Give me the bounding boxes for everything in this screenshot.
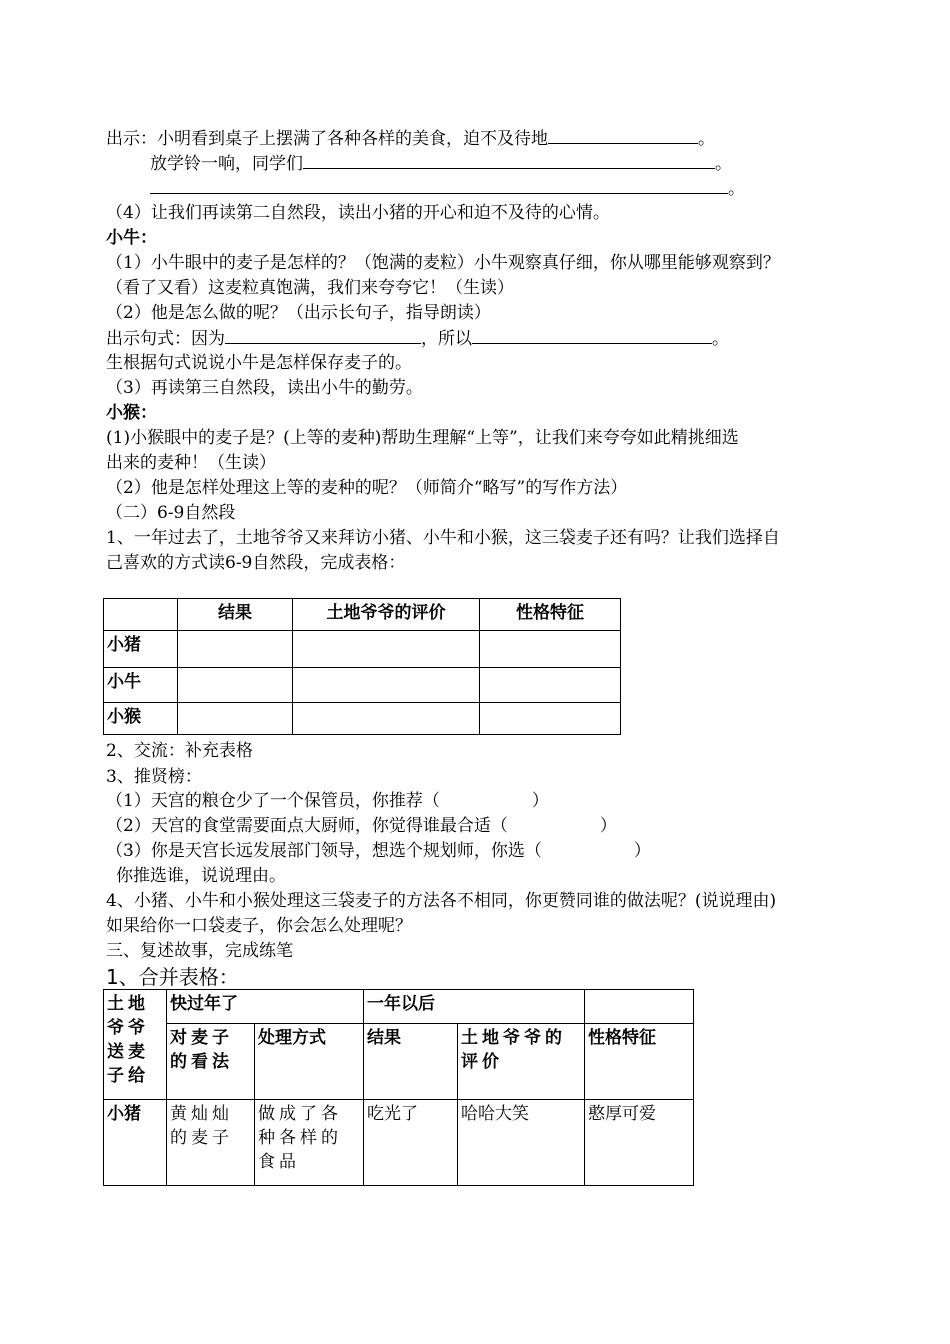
paragraph: （看了又看）这麦粒真饱满，我们来夸夸它！（生读） — [106, 278, 514, 298]
paragraph: 出来的麦种！（生读） — [106, 453, 276, 473]
group-header-a-year-later: 一年以后 — [364, 990, 585, 1024]
row-label-ox: 小牛 — [104, 668, 178, 703]
question-line — [106, 815, 617, 837]
paragraph: （2）他是怎样处理这上等的麦种的呢？（师简介“略写”的写作方法） — [106, 478, 628, 498]
prompt-text: 出示句式：因为 — [106, 329, 225, 349]
table-cell: 吃光了 — [364, 1100, 458, 1186]
paragraph: 4、小猪、小牛和小猴处理这三袋麦子的方法各不相同，你更赞同谁的做法呢？(说说理由) — [106, 891, 777, 911]
prompt-line-2 — [150, 152, 732, 175]
paren-close: ） — [531, 791, 549, 811]
paragraph: 你推选谁，说说理由。 — [116, 866, 286, 886]
row-label-pig: 小猪 — [104, 631, 178, 668]
table-cell: 哈哈大笑 — [458, 1100, 585, 1186]
section-heading-monkey: 小猴： — [106, 403, 157, 423]
table-cell[interactable] — [480, 631, 621, 668]
paragraph: （2）他是怎么做的呢？（出示长句子，指导朗读） — [106, 303, 491, 323]
table-cell[interactable] — [293, 631, 480, 668]
prompt-line-3 — [150, 177, 745, 200]
table-cell: 憨厚可爱 — [585, 1100, 694, 1186]
paragraph: 如果给你一口袋麦子，你会怎么处理呢？ — [106, 916, 412, 936]
question-text: （3）你是天宫长远发展部门领导，想选个规划师，你选（ — [106, 841, 542, 861]
subheader-view: 对麦子的看法 — [167, 1024, 255, 1100]
section-heading-ox: 小牛： — [106, 228, 157, 248]
blank-line[interactable] — [150, 177, 728, 194]
period: 。 — [728, 179, 745, 199]
question-line — [106, 790, 549, 812]
paragraph: 2、交流：补充表格 — [106, 741, 253, 761]
subheader-method: 处理方式 — [255, 1024, 364, 1100]
period: 。 — [698, 129, 715, 149]
question-text: （1）天宫的粮仓少了一个保管员，你推荐（ — [106, 791, 440, 811]
paragraph: (1)小猴眼中的麦子是？(上等的麦种)帮助生理解“上等”，让我们来夸夸如此精挑细选 — [106, 428, 739, 448]
paragraph: （3）再读第三自然段，读出小牛的勤劳。 — [106, 378, 423, 398]
table-cell[interactable] — [480, 703, 621, 735]
blank-line[interactable] — [472, 327, 712, 344]
subsection-heading: 1、合并表格： — [106, 965, 239, 989]
paragraph: 生根据句式说说小牛是怎样保存麦子的。 — [106, 353, 412, 373]
table-header-evaluation: 土地爷爷的评价 — [293, 599, 480, 631]
paragraph: 己喜欢的方式读6-9自然段，完成表格： — [106, 553, 406, 573]
paragraph: （4）让我们再读第二自然段，读出小猪的开心和迫不及待的心情。 — [106, 203, 610, 223]
table-cell[interactable] — [178, 703, 293, 735]
group-header-empty — [585, 990, 694, 1024]
table-header-empty — [104, 599, 178, 631]
period: 。 — [712, 329, 729, 349]
table-cell[interactable] — [293, 703, 480, 735]
group-header-before-new-year: 快过年了 — [167, 990, 364, 1024]
blank-line[interactable] — [548, 127, 698, 144]
paren-close: ） — [633, 841, 651, 861]
result-table — [103, 598, 621, 735]
table-header-result: 结果 — [178, 599, 293, 631]
section-heading: 三、复述故事，完成练笔 — [106, 941, 293, 961]
paragraph: （二）6-9自然段 — [106, 503, 236, 523]
merged-table — [103, 989, 694, 1186]
blank-line[interactable] — [303, 152, 715, 169]
sentence-pattern — [106, 327, 729, 350]
prompt-text: 出示：小明看到桌子上摆满了各种各样的美食，迫不及待地 — [106, 129, 548, 149]
table-cell: 黄灿灿的麦子 — [167, 1100, 255, 1186]
prompt-text: 放学铃一响，同学们 — [150, 154, 303, 174]
question-line — [106, 840, 651, 862]
paren-close: ） — [599, 816, 617, 836]
table-cell: 做成了各种各样的食品 — [255, 1100, 364, 1186]
subheader-evaluation: 土地爷爷的评价 — [458, 1024, 585, 1100]
table-cell[interactable] — [293, 668, 480, 703]
corner-header: 土地爷爷送麦子给 — [104, 990, 167, 1100]
prompt-line-1 — [106, 127, 715, 150]
table-header-character: 性格特征 — [480, 599, 621, 631]
table-cell[interactable] — [178, 631, 293, 668]
period: 。 — [715, 154, 732, 174]
paragraph: （1）小牛眼中的麦子是怎样的？（饱满的麦粒）小牛观察真仔细，你从哪里能够观察到？ — [106, 253, 780, 273]
subheader-character: 性格特征 — [585, 1024, 694, 1100]
table-cell[interactable] — [480, 668, 621, 703]
paragraph: 1、一年过去了，土地爷爷又来拜访小猪、小牛和小猴，这三袋麦子还有吗？让我们选择自 — [106, 528, 780, 548]
table-cell[interactable] — [178, 668, 293, 703]
row-label-pig: 小猪 — [104, 1100, 167, 1186]
subheader-result: 结果 — [364, 1024, 458, 1100]
question-text: （2）天宫的食堂需要面点大厨师，你觉得谁最合适（ — [106, 816, 508, 836]
row-label-monkey: 小猴 — [104, 703, 178, 735]
paragraph: 3、推贤榜： — [106, 767, 202, 787]
blank-line[interactable] — [225, 327, 421, 344]
prompt-text: ，所以 — [421, 329, 472, 349]
